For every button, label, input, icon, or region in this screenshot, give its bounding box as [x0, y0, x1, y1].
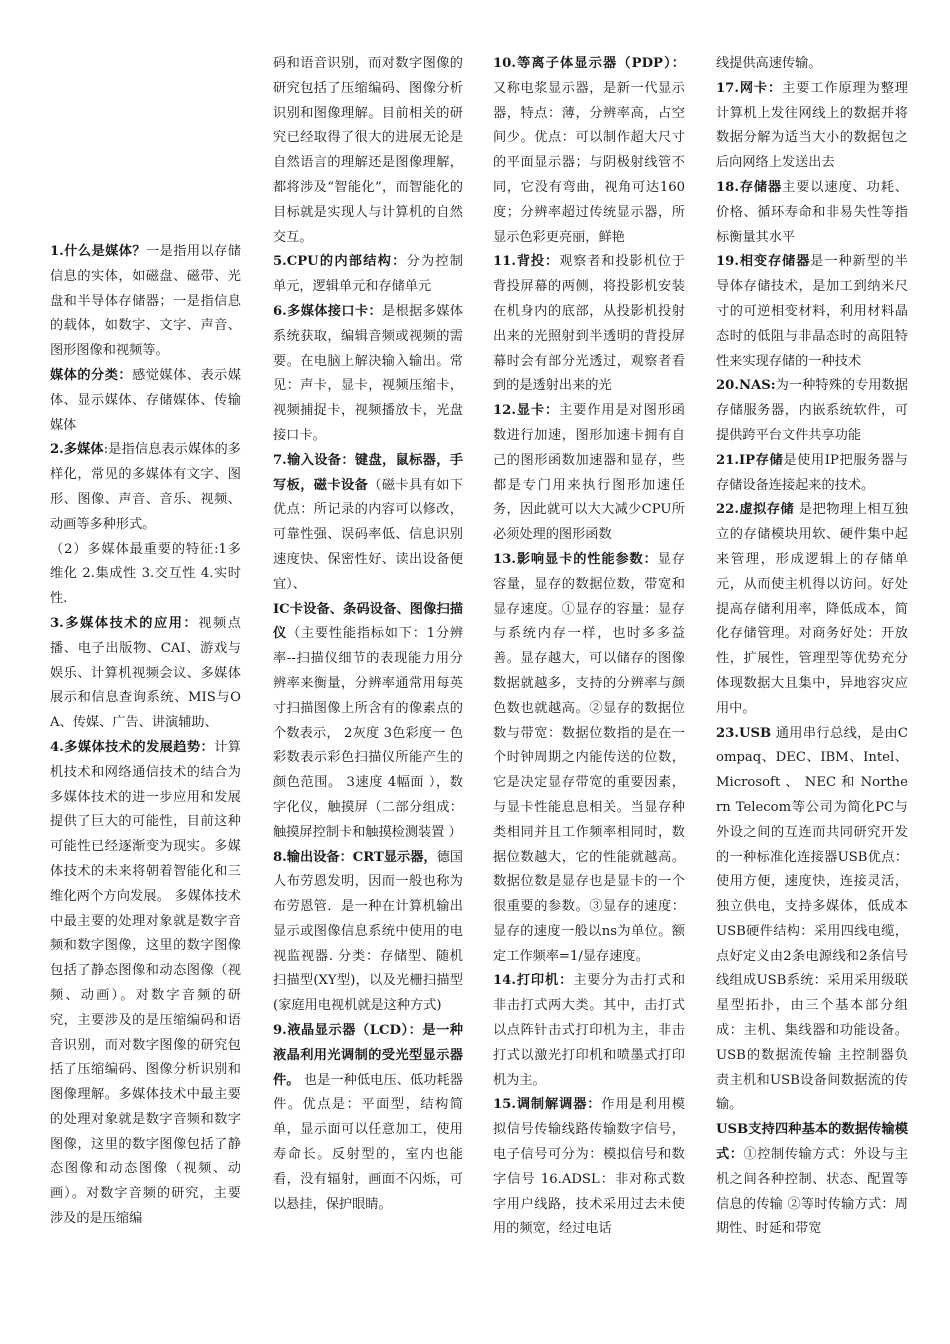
- paragraph-virtual-storage: 22.虚拟存储 是把物理上相互独立的存储模块用软、硬件集中起来管理，形成逻辑上的存储单元，从而使主机得以访问。好处提高存储利用率，降低成本，简化存储管理。对商务好处：开放性，扩展性，管理型等优势充分体现数据大且集中，异地容灾应用中。: [716, 502, 908, 716]
- column-1: [50, 240, 241, 1344]
- paragraph-continued-adsl: 线提供高速传输。: [716, 56, 822, 71]
- paragraph-rear-projection: 11.背投：观察者和投影机位于背投屏幕的两侧，将投影机安装在机身内的底部，从投影机投射出来的光照射到半透明的背投屏幕时会有部分光透过，观察者看到的是透射出来的光: [493, 254, 685, 394]
- column-2: [273, 52, 463, 1344]
- column-4: [716, 52, 908, 1344]
- paragraph-output-devices: 8.输出设备：CRT显示器，德国人布劳恩发明，因而一般也称为布劳恩管．是一种在计算机输出显示或图像信息系统中使用的电视监视器. 分类：存储型、随机扫描型(XY型)，以及光栅扫描型(家庭用电视机就是这种方式): [273, 849, 463, 1014]
- paragraph-storage: 18.存储器主要以速度、功耗、价格、循环寿命和非易失性等指标衡量其水平: [716, 179, 908, 245]
- paragraph-multimedia: 2.多媒体:是指信息表示媒体的多样化，常见的多媒体有文字、图形、图像、声音、音乐、视频、动画等多种形式。: [50, 442, 241, 532]
- paragraph-nas: 20.NAS:为一种特殊的专用数据存储服务器，内嵌系统软件，可提供跨平台文件共享功能: [716, 378, 908, 443]
- column-3: [493, 52, 685, 1344]
- paragraph-nic: 17.网卡：主要工作原理为整理计算机上发往网线上的数据并将数据分解为适当大小的数据包之后向网络上发送出去: [716, 80, 908, 171]
- paragraph-continued: 码和语音识别，而对数字图像的研究包括了压缩编码、图像分析识别和图像理解。目前相关的研究已经取得了很大的进展无论是自然语言的理解还是图像理解，都将涉及“智能化”，而智能化的目标就是实现人与计算机的自然交互。: [273, 56, 463, 245]
- paragraph-lcd: 9.液晶显示器（LCD）：是一种液晶利用光调制的受光型显示器件。 也是一种低电压、低功耗器件。优点是：平面型，结构简单，显示面可以任意加工，使用寿命长。反射型的，室内也能看，没有辐射，画面不闪烁，可以悬挂，保护眼睛。: [273, 1023, 463, 1212]
- paragraph-interface-card: 6.多媒体接口卡：是根据多媒体系统获取，编辑音频或视频的需要。在电脑上解决输入输出。常见：声卡，显卡，视频压缩卡，视频捕捉卡，视频播放卡，光盘接口卡。: [273, 303, 463, 443]
- paragraph-modem: 15.调制解调器：作用是利用模拟信号传输线路传输数字信号，电子信号可分为：模拟信号和数字信号 16.ADSL：非对称式数字用户线路，技术采用过去未使用的频宽，经过电话: [493, 1097, 685, 1237]
- paragraph-usb-transfer-modes: USB支持四种基本的数据传输模式：①控制传输方式：外设与主机之间各种控制、状态、配置等信息的传输 ②等时传输方式：周期性、时延和带宽: [716, 1122, 908, 1237]
- paragraph-cpu: 5.CPU的内部结构：分为控制单元，逻辑单元和存储单元: [273, 254, 463, 295]
- paragraph-printer: 14.打印机：主要分为击打式和非击打式两大类。其中，击打式以点阵针击式打印机为主，非击打式以激光打印机和喷墨式打印机为主。: [493, 973, 685, 1088]
- paragraph-multimedia-features: （2）多媒体最重要的特征:1多维化 2.集成性 3.交互性 4.实时性.: [50, 541, 241, 607]
- paragraph-input-devices: 7.输入设备：键盘，鼠标器，手写板，磁卡设备（磁卡具有如下优点：所记录的内容可以修改，可靠性强、误码率低、信息识别速度快、保密性好、读出设备便宜）、: [273, 452, 463, 592]
- paragraph-ip-storage: 21.IP存储是使用IP把服务器与存储设备连接起来的技术。: [716, 452, 908, 493]
- paragraph-scanner: IC卡设备、条码设备、图像扫描仪（主要性能指标如下：1分辨率--扫描仪细节的表现能力用分辨率来衡量，分辨率通常用每英寸扫描图像上所含有的像素点的个数表示， 2灰度 3色彩度一 色彩数表示彩色扫描仪所能产生的颜色范围。 3速度 4幅面 ），数字化仪，触摸屏（二部分组成：触摸屏控制卡和触摸检测装置 ）: [273, 601, 463, 840]
- paragraph-usb: 23.USB 通用串行总线，是由Compaq、DEC、IBM、Intel、Microsoft 、 NEC 和 Northern Telecom等公司为简化PC与外设之间的互连而共同研究开发的一种标准化连接器USB优点：使用方便，速度快，连接灵活，独立供电，支持多媒体，低成本USB硬件结构：采用四线电缆，点好定义由2条电源线和2条信号线组成USB系统：采用采用级联星型拓扑，由三个基本部分组成：主机、集线器和功能设备。USB的数据流传输 主控制器负责主机和USB设备间数据流的传输。: [716, 725, 908, 1113]
- paragraph-multimedia-trends: 4.多媒体技术的发展趋势：计算机技术和网络通信技术的结合为多媒体技术的进一步应用和发展提供了巨大的可能性，目前这种可能性已经逐渐变为现实。多媒体技术的未来将朝着智能化和三维化两个方向发展。 多媒体技术中最主要的处理对象就是数字音频和数字图像，这里的数字图像包括了静态图像和动态图像（视频、动画）。对数字音频的研究，主要涉及的是压缩编码和语音识别，而对数字图像的研究包括了压缩编码、图像分析识别和图像理解。多媒体技术中最主要的处理对象就是数字音频和数字图像，这里的数字图像包括了静态图像和动态图像（视频、动画）。对数字音频的研究，主要涉及的是压缩编: [50, 739, 241, 1227]
- paragraph-phase-change: 19.相变存储器是一种新型的半导体存储技术，是加工到纳米尺寸的可逆相变材料，利用材料晶态时的低阻与非晶态时的高阻特性来实现存储的一种技术: [716, 254, 908, 369]
- paragraph-graphics-params: 13.影响显卡的性能参数：显存容量，显存的数据位数，带宽和显存速度。①显存的容量：显存与系统内存一样，也时多多益善。显存越大，可以储存的图像数据就越多，支持的分辨率与颜色数也就越高。②显存的数据位数与带宽：数据位数指的是在一个时钟周期之内能传送的位数，它是决定显存带宽的重要因素，与显卡性能息息相关。当显存种类相同并且工作频率相同时，数据位数越大，它的性能就越高。数据位数是显存也是显卡的一个很重要的参数。③显存的速度：显存的速度一般以ns为单位。额定工作频率=1/显存速度。: [493, 551, 685, 964]
- paragraph-media-definition: 1.什么是媒体？一是指用以存储信息的实体，如磁盘、磁带、光盘和半导体存储器；一是指信息的载体，如数字、文字、声音、图形图像和视频等。: [50, 244, 241, 359]
- paragraph-multimedia-applications: 3.多媒体技术的应用：视频点播、电子出版物、CAI、游戏与娱乐、计算机视频会议、多媒体展示和信息查询系统、MIS与OA、传媒、广告、讲演辅助、: [50, 615, 241, 731]
- paragraph-pdp: 10.等离子体显示器（PDP）：又称电浆显示器，是新一代显示器，特点：薄，分辨率高，占空间少。优点：可以制作超大尺寸的平面显示器；与阴极射线管不同，它没有弯曲，视角可达160度；分辨率超过传统显示器，所显示色彩更亮丽，鲜艳: [493, 56, 685, 245]
- paragraph-graphics-card: 12.显卡：主要作用是对图形函数进行加速，图形加速卡拥有自己的图形函数加速器和显存，些都是专门用来执行图形加速任务，因此就可以大大减少CPU所必须处理的图形函数: [493, 403, 685, 543]
- paragraph-media-types: 媒体的分类：感觉媒体、表示媒体、显示媒体、存储媒体、传输媒体: [50, 367, 241, 433]
